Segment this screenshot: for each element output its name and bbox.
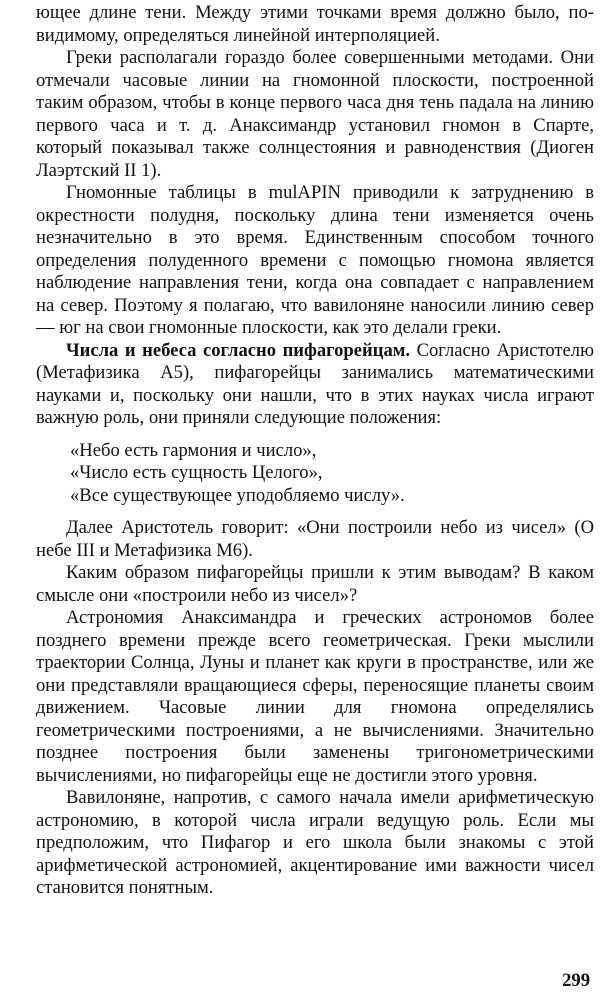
quote-line: «Число есть сущность Целого», — [70, 462, 323, 483]
quote-line: «Все существующее уподобляемо числу». — [70, 484, 405, 506]
page-number: 299 — [562, 970, 590, 991]
paragraph-greek-methods: Греки располагали гораздо более совершенными методами. Они отмечали часовые линии на гномонной плоскости, построенной таким образом, чтобы в конце первого часа дня тень падала на линию первого часа и т. д. Анаксимандр установил гномон в Спарте, который показывал также солнцестояния и равноденствия (Диоген Лаэртский II 1). — [36, 47, 594, 181]
paragraph-babylonians: Вавилоняне, напротив, с самого начала имели арифметическую астрономию, в которой числа играли ведущую роль. Если мы предположим, что Пифагор и его школа были знакомы с этой арифметической астрономией, акцентирование ими важности чисел становится понятным. — [36, 787, 594, 898]
paragraph-aristotle: Далее Аристотель говорит: «Они построили небо из чисел» (О небе III и Метафизика M6). — [36, 517, 594, 561]
paragraph-greek-astronomy: Астрономия Анаксимандра и греческих астрономов более позднего времени прежде всего геометрическая. Греки мыслили траектории Солнца, Луны и планет как круги в пространстве, или же они представляли вращающиеся сферы, переносящие планеты своим движением. Часовые линии для гномона определялись геометрическими построениями, а не вычислениями. Значительно позднее построения были заменены тригонометрическими вычислениями, но пифагорейцы еще не достигли этого уровня. — [36, 607, 594, 786]
quote-list — [70, 440, 594, 508]
quote-line: «Небо есть гармония и число», — [70, 439, 317, 461]
paragraph-continuation: ющее длине тени. Между этими точками время должно было, по-видимому, определяться линейной интерполяцией. — [36, 2, 594, 46]
paragraph-pythagoreans — [36, 340, 594, 430]
paragraph-question: Каким образом пифагорейцы пришли к этим выводам? В каком смысле они «построили небо из чисел»? — [36, 562, 594, 606]
section-heading: Числа и небеса согласно пифагорейцам. — [66, 339, 411, 361]
section-text: Согласно Аристотелю (Метафизика А5), пифагорейцы занимались математическими науками и, поскольку они нашли, что в этих науках числа играют важную роль, они приняли следующие положения: — [36, 339, 594, 428]
paragraph-gnomon-tables: Гномонные таблицы в mulAPIN приводили к затруднению в окрестности полудня, поскольку длина тени изменяется очень незначительно в это время. Единственным способом точного определения полуденного времени с помощью гномона является наблюдение направления тени, когда она совпадает с направлением на север. Поэтому я полагаю, что вавилоняне наносили линию север — юг на свои гномонные плоскости, как это делали греки. — [36, 182, 594, 338]
